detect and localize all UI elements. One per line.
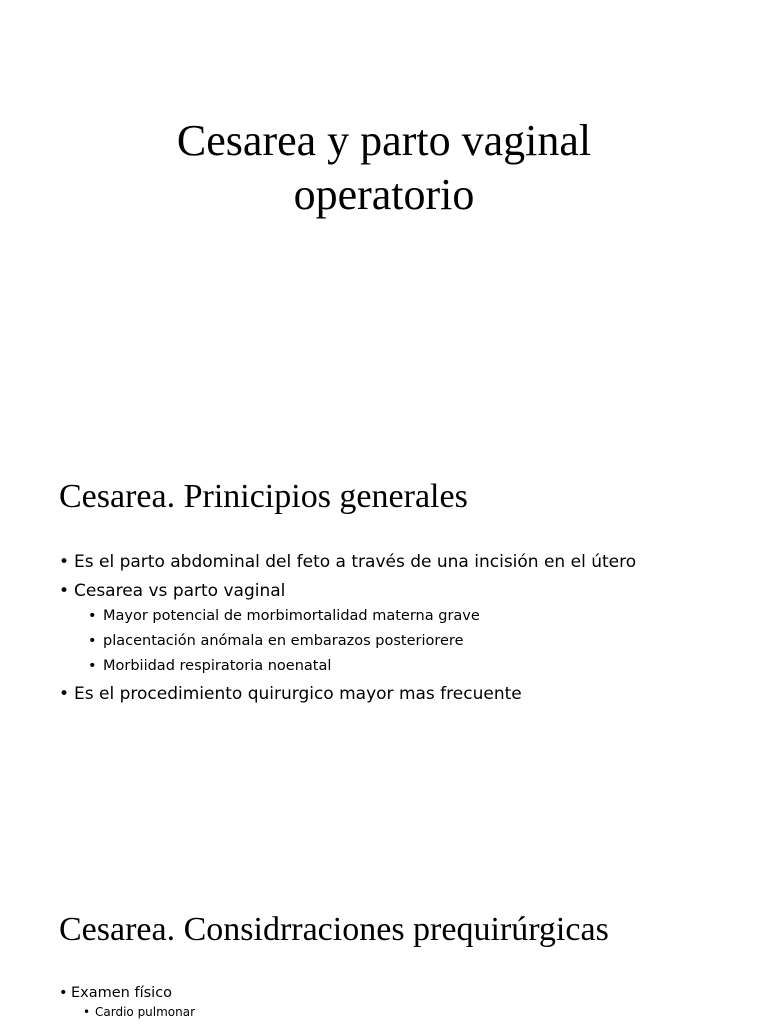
slide-title: Cesarea. Prinicipios generales — [59, 478, 468, 515]
sub-bullet-item: • Mayor potencial de morbimortalidad materna grave — [88, 607, 636, 625]
sub-bullet-item: • placentación anómala en embarazos posteriorere — [88, 632, 636, 650]
bullet-item: • Es el procedimiento quirurgico mayor mas frecuente — [59, 684, 636, 704]
presentation-title — [0, 114, 768, 222]
bullet-item: • Examen físico — [59, 984, 195, 1002]
bullet-list — [59, 552, 636, 713]
bullet-item: • Cesarea vs parto vaginal — [59, 581, 636, 601]
slide-title: Cesarea. Considrraciones prequirúrgicas — [59, 911, 609, 948]
title-line-2: operatorio — [293, 170, 475, 219]
title-line-1: Cesarea y parto vaginal — [176, 116, 592, 165]
bullet-item: • Es el parto abdominal del feto a través de una incisión en el útero — [59, 552, 636, 572]
sub-bullet-item: • Cardio pulmonar — [83, 1005, 195, 1020]
sub-bullet-item: • Morbiidad respiratoria noenatal — [88, 657, 636, 675]
bullet-list — [59, 984, 195, 1020]
title-slide — [0, 0, 768, 432]
